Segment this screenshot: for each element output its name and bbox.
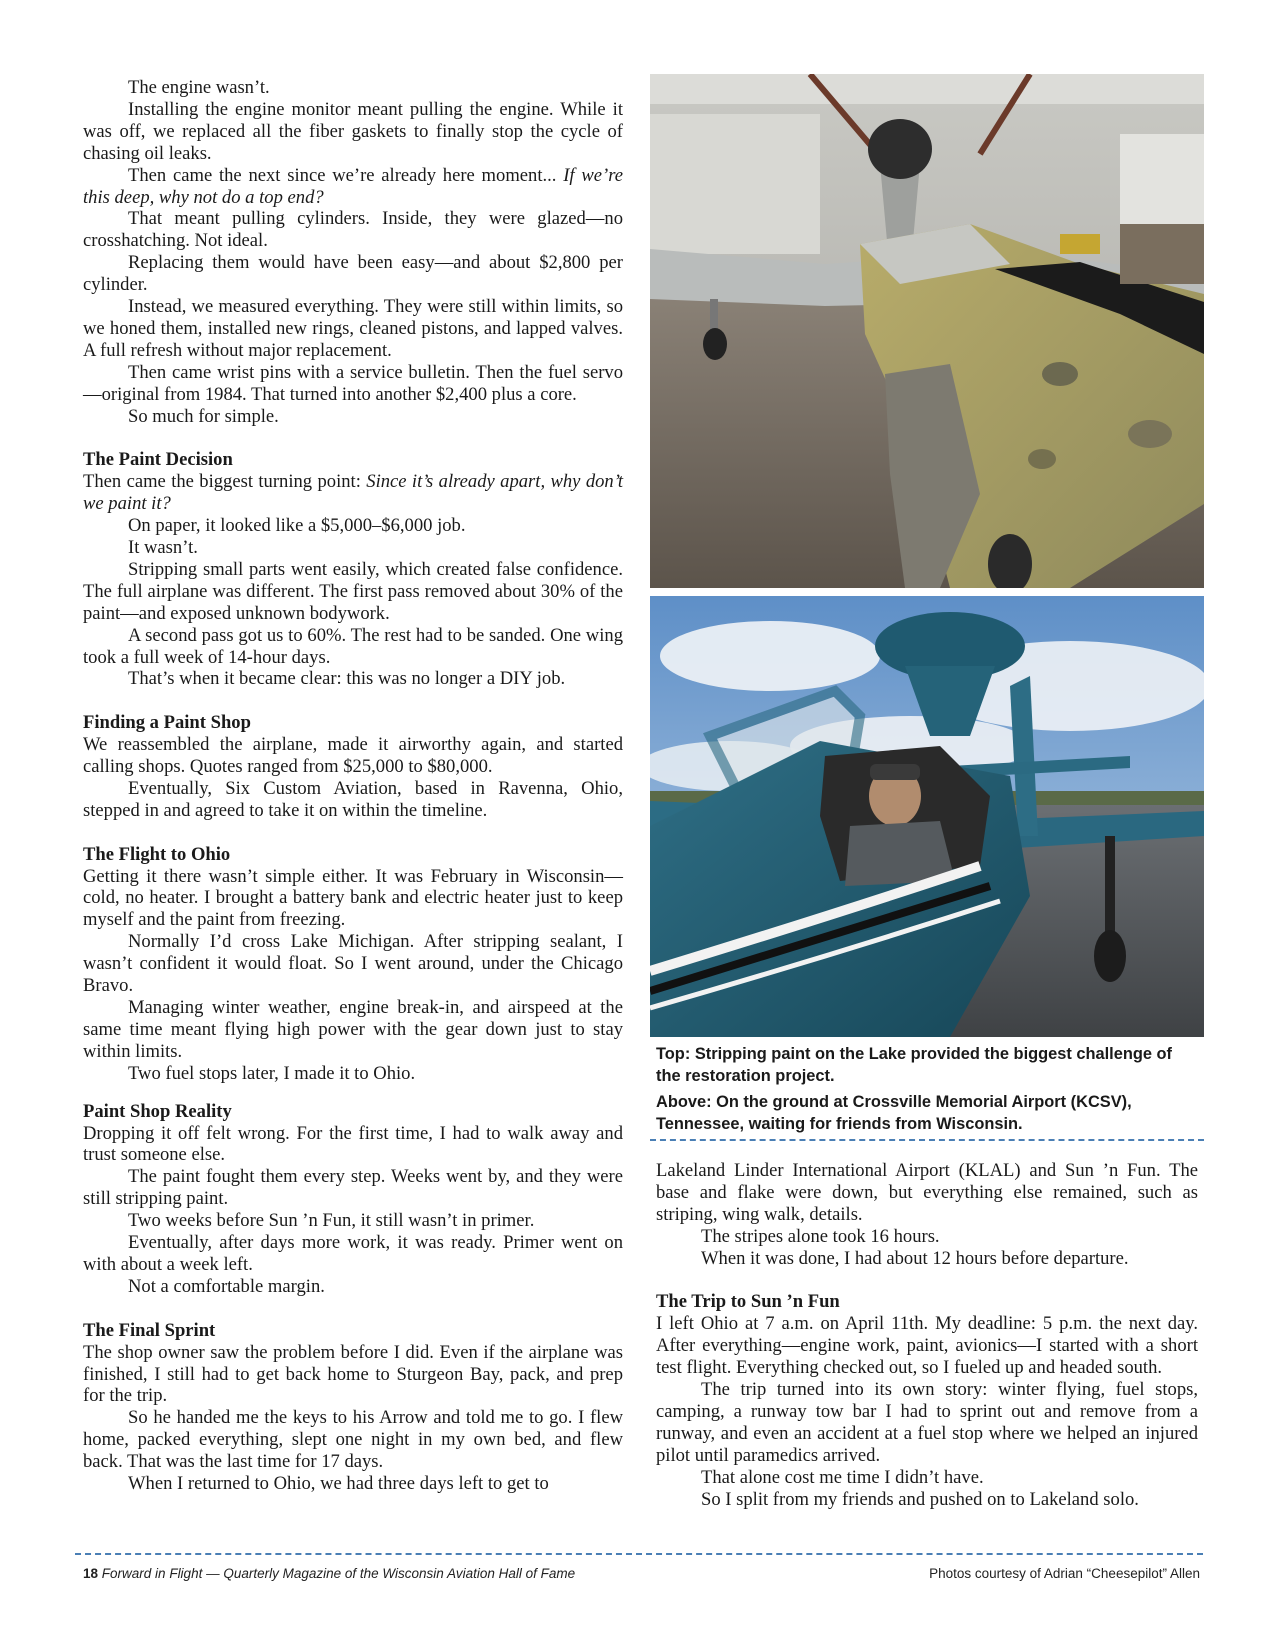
paragraph: We reassembled the airplane, made it airworthy again, and started calling shops. Quotes ranged from $25,000 to $80,000. (83, 734, 623, 778)
paragraph (83, 471, 623, 515)
paragraph: The shop owner saw the problem before I did. Even if the airplane was finished, I still had to get back home to Sturgeon Bay, pack, and prep for the trip. (83, 1341, 623, 1407)
paragraph: Normally I’d cross Lake Michigan. After stripping sealant, I wasn’t confident it would float. So I went around, under the Chicago Bravo. (83, 931, 623, 997)
paragraph: Instead, we measured everything. They were still within limits, so we honed them, installed new rings, cleaned pistons, and lapped valves. A full refresh without major replacement. (83, 296, 623, 361)
paragraph: Dropping it off felt wrong. For the first time, I had to walk away and trust someone else. (83, 1122, 623, 1166)
paragraph: Two fuel stops later, I made it to Ohio. (128, 1062, 416, 1084)
section-heading: Finding a Paint Shop (83, 712, 251, 734)
paragraph: So I split from my friends and pushed on to Lakeland solo. (701, 1488, 1139, 1510)
section-heading: The Trip to Sun ’n Fun (656, 1291, 840, 1313)
paragraph: When it was done, I had about 12 hours before departure. (701, 1247, 1129, 1269)
paragraph: A second pass got us to 60%. The rest had to be sanded. One wing took a full week of 14-hour days. (83, 624, 623, 668)
paragraph: The engine wasn’t. (128, 77, 270, 98)
footer-divider (75, 1553, 1203, 1555)
paragraph: That’s when it became clear: this was no longer a DIY job. (128, 668, 566, 690)
paragraph: It wasn’t. (128, 537, 198, 559)
paragraph: The paint fought them every step. Weeks went by, and they were still stripping paint. (83, 1166, 623, 1210)
photo-caption-top: Top: Stripping paint on the Lake provided the biggest challenge of the restoration project. (656, 1045, 1173, 1085)
page-number: 18 (83, 1566, 99, 1581)
italic-text: Since it’s already apart, why don’t we paint it? (83, 471, 624, 515)
magazine-title: Forward in Flight — Quarterly Magazine of the Wisconsin Aviation Hall of Fame (101, 1566, 576, 1581)
photo-credit: Photos courtesy of Adrian “Cheesepilot” Allen (929, 1566, 1200, 1581)
section-heading: The Flight to Ohio (83, 843, 231, 865)
section-heading: The Paint Decision (83, 449, 233, 471)
paragraph: The trip turned into its own story: winter flying, fuel stops, camping, a runway tow bar I had to sprint out and remove from a runway, and even an accident at a fuel stop where we helped an injured pilot until paramedics arrived. (656, 1379, 1198, 1466)
photo-plane-on-ramp-pilot (650, 596, 1204, 1037)
paragraph: Getting it there wasn’t simple either. It was February in Wisconsin—cold, no heater. I brought a battery bank and electric heater just to keep myself and the paint from freezing. (83, 865, 623, 931)
paragraph: So he handed me the keys to his Arrow and told me to go. I flew home, packed everything, slept one night in my own bed, and flew back. That was the last time for 17 days. (83, 1407, 623, 1473)
photo-caption-above: Above: On the ground at Crossville Memorial Airport (KCSV), Tennessee, waiting for friends from Wisconsin. (656, 1093, 1132, 1133)
footer-left (83, 1566, 575, 1581)
paragraph: Eventually, Six Custom Aviation, based in Ravenna, Ohio, stepped in and agreed to take it on within the timeline. (83, 777, 623, 821)
paragraph: Managing winter weather, engine break-in, and airspeed at the same time meant flying high power with the gear down just to stay within limits. (83, 997, 623, 1062)
left-column (83, 77, 623, 1495)
paragraph: Eventually, after days more work, it was ready. Primer went on with about a week left. (83, 1232, 623, 1275)
paragraph: So much for simple. (128, 405, 279, 427)
photo-stripped-plane-hangar (650, 74, 1204, 588)
paragraph: The stripes alone took 16 hours. (701, 1225, 940, 1247)
paragraph: Stripping small parts went easily, which created false confidence. The full airplane was different. The first pass removed about 30% of the paint—and exposed unknown bodywork. (83, 558, 623, 624)
caption-divider (650, 1139, 1204, 1141)
paragraph: Two weeks before Sun ’n Fun, it still wasn’t in primer. (128, 1210, 535, 1232)
paragraph: On paper, it looked like a $5,000–$6,000 job. (128, 515, 466, 537)
right-column (656, 1160, 1198, 1510)
section-heading: Paint Shop Reality (83, 1100, 232, 1122)
paragraph: Not a comfortable margin. (128, 1275, 325, 1297)
paragraph: I left Ohio at 7 a.m. on April 11th. My deadline: 5 p.m. the next day. After everything—engine work, paint, avionics—I started with a short test flight. Everything checked out, so I fueled up and headed south. (656, 1313, 1198, 1379)
paragraph: That meant pulling cylinders. Inside, they were glazed—no crosshatching. Not ideal. (83, 208, 623, 252)
paragraph (83, 165, 623, 209)
paragraph: That alone cost me time I didn’t have. (701, 1466, 984, 1488)
paragraph: When I returned to Ohio, we had three days left to get to (128, 1473, 549, 1495)
paragraph: Then came wrist pins with a service bulletin. Then the fuel servo—original from 1984. That turned into another $2,400 plus a core. (83, 361, 623, 405)
paragraph: Installing the engine monitor meant pulling the engine. While it was off, we replaced all the fiber gaskets to finally stop the cycle of chasing oil leaks. (83, 98, 623, 164)
italic-text: If we’re this deep, why not do a top end? (83, 164, 623, 208)
paragraph-text: Then came the next since we’re already here moment... (128, 164, 564, 186)
paragraph: Replacing them would have been easy—and about $2,800 per cylinder. (83, 252, 623, 296)
paragraph: Lakeland Linder International Airport (KLAL) and Sun ’n Fun. The base and flake were down, but everything else remained, such as striping, wing walk, details. (656, 1160, 1198, 1225)
paragraph-text: Then came the biggest turning point: (83, 471, 367, 493)
section-heading: The Final Sprint (83, 1319, 216, 1341)
